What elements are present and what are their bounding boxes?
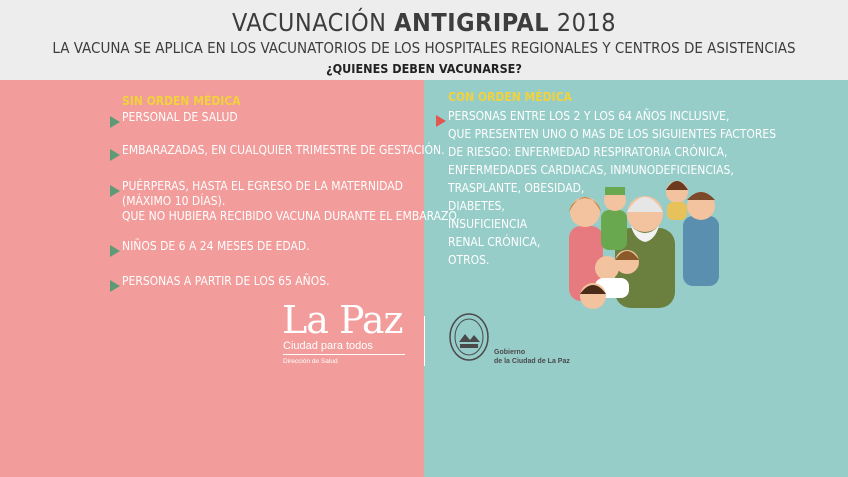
bullet-triangle-icon — [110, 280, 120, 292]
question-heading: ¿QUIENES DEBEN VACUNARSE? — [326, 61, 522, 76]
logo-divider — [283, 354, 405, 355]
bullet-triangle-icon — [110, 149, 120, 161]
government-line-2: de la Ciudad de La Paz — [494, 358, 570, 365]
list-item: QUE PRESENTEN UNO O MAS DE LOS SIGUIENTES FACTORES — [448, 127, 777, 141]
list-item: DIABETES, — [448, 199, 505, 213]
family-illustration — [565, 176, 725, 316]
list-item: EMBARAZADAS, EN CUALQUIER TRIMESTRE DE GESTACIÓN. — [122, 143, 445, 157]
la-paz-logo: La Paz — [282, 298, 403, 342]
right-section-title: CON ORDEN MÉDICA — [448, 90, 572, 104]
list-item: RENAL CRÓNICA, — [448, 235, 541, 249]
government-label — [494, 348, 570, 366]
government-line-1: Gobierno — [494, 349, 526, 356]
page-title: VACUNACIÓN ANTIGRIPAL 2018 — [231, 8, 617, 37]
list-item: INSUFICIENCIA — [448, 217, 528, 231]
page-subtitle: LA VACUNA SE APLICA EN LOS VACUNATORIOS DE LOS HOSPITALES REGIONALES Y CENTROS DE ASISTENCIAS — [52, 39, 796, 57]
footer-divider — [424, 316, 425, 366]
header-band — [0, 0, 848, 80]
logo-department: Dirección de Salud — [283, 358, 338, 365]
left-section-title: SIN ORDEN MÉDICA — [122, 94, 241, 108]
list-item: NIÑOS DE 6 A 24 MESES DE EDAD. — [122, 239, 310, 253]
list-item: PERSONAS ENTRE LOS 2 Y LOS 64 AÑOS INCLUSIVE, — [448, 109, 730, 123]
bullet-triangle-icon — [110, 185, 120, 197]
list-item: (MÁXIMO 10 DÍAS). — [122, 194, 226, 208]
list-item: TRASPLANTE, OBESIDAD, — [448, 181, 585, 195]
bullet-triangle-icon — [436, 115, 446, 127]
list-item: PUÉRPERAS, HASTA EL EGRESO DE LA MATERNIDAD — [122, 179, 403, 193]
list-item: OTROS. — [448, 253, 490, 267]
list-item: PERSONAL DE SALUD — [122, 110, 238, 124]
list-item: QUE NO HUBIERA RECIBIDO VACUNA DURANTE EL EMBARAZO. — [122, 209, 460, 223]
list-item: PERSONAS A PARTIR DE LOS 65 AÑOS. — [122, 274, 330, 288]
list-item: DE RIESGO: ENFERMEDAD RESPIRATORIA CRÓNICA, — [448, 145, 728, 159]
bullet-triangle-icon — [110, 116, 120, 128]
bullet-triangle-icon — [110, 245, 120, 257]
city-seal-icon — [448, 312, 490, 362]
list-item: ENFERMEDADES CARDIACAS, INMUNODEFICIENCIAS, — [448, 163, 734, 177]
logo-tagline: Ciudad para todos — [283, 340, 373, 352]
